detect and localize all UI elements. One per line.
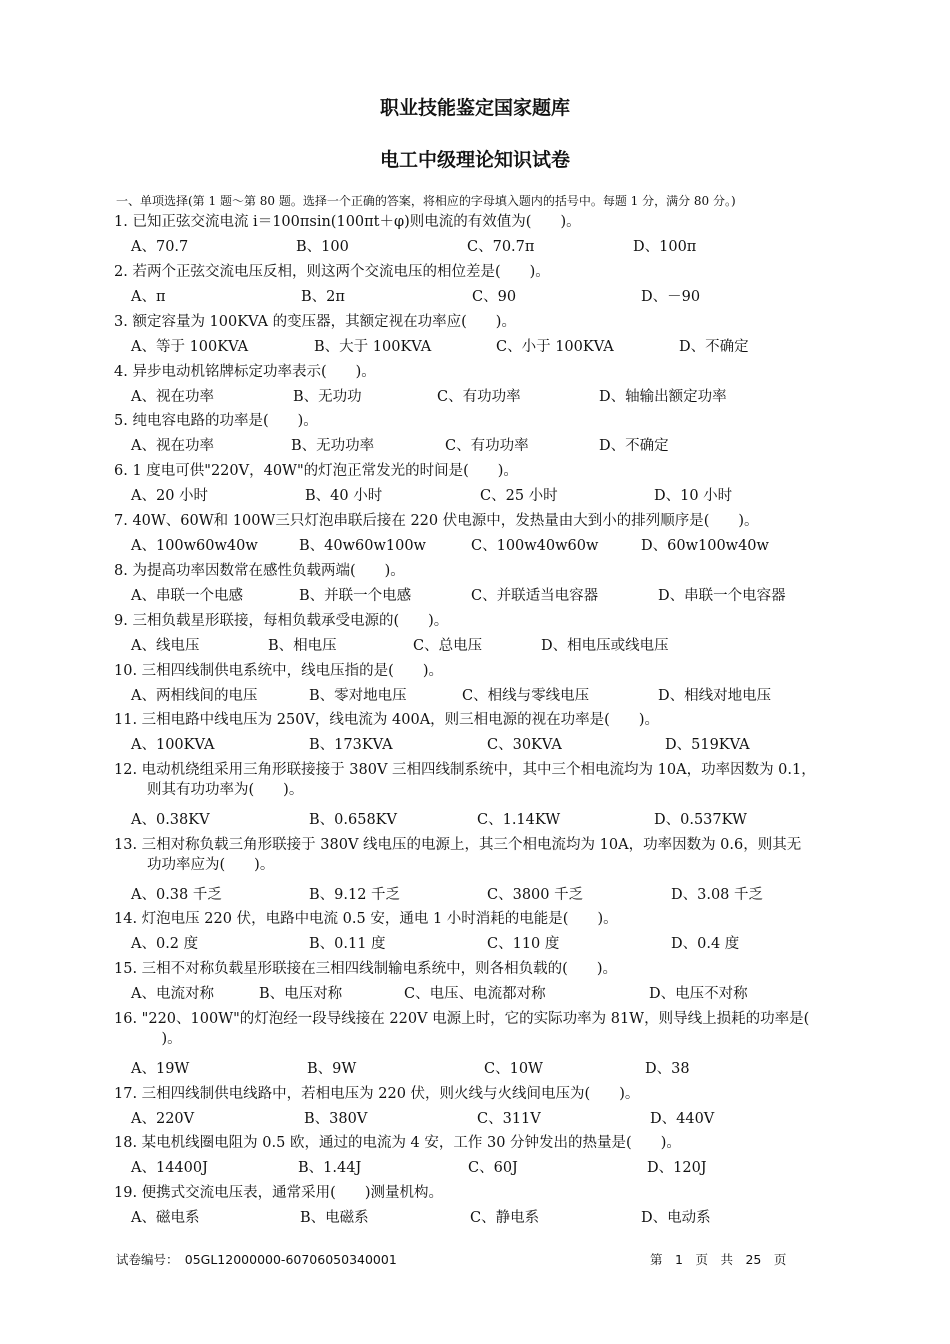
answer-option: C、有功功率 bbox=[437, 389, 521, 405]
answer-option: B、无功功 bbox=[293, 389, 362, 405]
answer-option: B、并联一个电感 bbox=[299, 588, 412, 604]
answer-option: D、519KVA bbox=[665, 737, 750, 753]
answer-option: C、70.7π bbox=[467, 239, 535, 255]
answer-option: B、相电压 bbox=[268, 638, 337, 654]
answer-option: A、70.7 bbox=[131, 239, 189, 255]
answer-option: C、110 度 bbox=[487, 936, 560, 952]
answer-option: C、相线与零线电压 bbox=[462, 688, 590, 704]
answer-option: B、零对地电压 bbox=[309, 688, 407, 704]
answer-option: D、相线对地电压 bbox=[658, 688, 772, 704]
answer-options bbox=[131, 1059, 891, 1079]
answer-option: C、30KVA bbox=[487, 737, 562, 753]
answer-option: C、90 bbox=[472, 289, 517, 305]
answer-option: C、3800 千乏 bbox=[487, 887, 584, 903]
answer-options bbox=[131, 536, 891, 556]
question-stem bbox=[114, 1084, 639, 1104]
answer-option: B、2π bbox=[301, 289, 345, 305]
question-stem bbox=[114, 760, 816, 800]
answer-option: B、9.12 千乏 bbox=[309, 887, 401, 903]
answer-option: D、10 小时 bbox=[654, 488, 733, 504]
question-text: 12. 电动机绕组采用三角形联接接于 380V 三相四线制系统中，其中三个相电流均为 10A，功率因数为 0.1， bbox=[114, 762, 816, 778]
answer-option: B、40w60w100w bbox=[299, 538, 426, 554]
question-stem bbox=[114, 511, 759, 531]
answer-option: A、0.38KV bbox=[131, 812, 210, 828]
question-text: 3. 额定容量为 100KVA 的变压器，其额定视在功率应( )。 bbox=[114, 314, 516, 330]
question-text: 16. "220、100W"的灯泡经一段导线接在 220V 电源上时，它的实际功率为 81W，则导线上损耗的功率是( bbox=[114, 1011, 810, 1027]
answer-option: D、100π bbox=[633, 239, 697, 255]
answer-options bbox=[131, 810, 891, 830]
answer-option: D、电压不对称 bbox=[649, 986, 748, 1002]
answer-option: D、60w100w40w bbox=[641, 538, 769, 554]
answer-options bbox=[131, 885, 891, 905]
answer-option: A、等于 100KVA bbox=[131, 339, 249, 355]
question-stem bbox=[114, 710, 659, 730]
answer-options bbox=[131, 735, 891, 755]
answer-options bbox=[131, 1208, 891, 1228]
question-text: 8. 为提高功率因数常在感性负载两端( )。 bbox=[114, 563, 405, 579]
answer-option: C、有功功率 bbox=[445, 438, 529, 454]
answer-option: A、视在功率 bbox=[131, 389, 214, 405]
question-stem bbox=[114, 262, 550, 282]
question-text: 11. 三相电路中线电压为 250V，线电流为 400A，则三相电源的视在功率是( )。 bbox=[114, 712, 659, 728]
answer-option: A、电流对称 bbox=[131, 986, 214, 1002]
answer-option: A、19W bbox=[131, 1061, 190, 1077]
answer-option: B、100 bbox=[296, 239, 349, 255]
answer-option: C、1.14KW bbox=[477, 812, 561, 828]
answer-option: D、串联一个电容器 bbox=[658, 588, 786, 604]
question-text: 13. 三相对称负载三角形联接于 380V 线电压的电源上，其三个相电流均为 10A，功率因数为 0.6，则其无 bbox=[114, 837, 802, 853]
question-stem bbox=[114, 461, 518, 481]
answer-option: D、38 bbox=[645, 1061, 690, 1077]
answer-option: A、14400J bbox=[131, 1160, 208, 1176]
question-text: 18. 某电机线圈电阻为 0.5 欧，通过的电流为 4 安，工作 30 分钟发出的热量是( )。 bbox=[114, 1135, 681, 1151]
answer-options bbox=[131, 486, 891, 506]
question-text: 1. 已知正弦交流电流 i＝100πsin(100πt＋φ)则电流的有效值为( )。 bbox=[114, 214, 581, 230]
answer-option: B、0.11 度 bbox=[309, 936, 386, 952]
question-stem bbox=[114, 909, 618, 929]
question-stem bbox=[114, 835, 801, 875]
answer-options bbox=[131, 387, 891, 407]
answer-option: D、电动系 bbox=[641, 1210, 711, 1226]
question-stem bbox=[114, 411, 318, 431]
answer-option: A、20 小时 bbox=[131, 488, 209, 504]
answer-option: B、无功功率 bbox=[291, 438, 375, 454]
answer-option: D、440V bbox=[650, 1111, 715, 1127]
answer-option: C、静电系 bbox=[470, 1210, 540, 1226]
answer-options bbox=[131, 1158, 891, 1178]
answer-options bbox=[131, 287, 891, 307]
question-stem bbox=[114, 312, 516, 332]
answer-option: A、视在功率 bbox=[131, 438, 214, 454]
answer-options bbox=[131, 237, 891, 257]
answer-option: A、100w60w40w bbox=[131, 538, 258, 554]
answer-option: A、两相线间的电压 bbox=[131, 688, 258, 704]
question-text-continued: 则其有功功率为( )。 bbox=[147, 782, 304, 798]
question-stem bbox=[114, 362, 376, 382]
question-stem bbox=[114, 561, 405, 581]
question-text: 15. 三相不对称负载星形联接在三相四线制输电系统中，则各相负载的( )。 bbox=[114, 961, 617, 977]
answer-options bbox=[131, 436, 891, 456]
question-stem bbox=[114, 1183, 443, 1203]
answer-option: B、9W bbox=[307, 1061, 357, 1077]
answer-option: D、不确定 bbox=[599, 438, 669, 454]
answer-option: C、电压、电流都对称 bbox=[404, 986, 546, 1002]
answer-options bbox=[131, 984, 891, 1004]
answer-option: C、并联适当电容器 bbox=[471, 588, 599, 604]
question-text: 6. 1 度电可供"220V，40W"的灯泡正常发光的时间是( )。 bbox=[114, 463, 518, 479]
answer-option: A、100KVA bbox=[131, 737, 215, 753]
answer-option: A、0.38 千乏 bbox=[131, 887, 222, 903]
question-stem bbox=[114, 212, 581, 232]
answer-option: B、40 小时 bbox=[305, 488, 383, 504]
question-stem bbox=[114, 959, 617, 979]
answer-option: B、1.44J bbox=[298, 1160, 362, 1176]
answer-options bbox=[131, 586, 891, 606]
answer-option: C、小于 100KVA bbox=[496, 339, 614, 355]
answer-option: C、25 小时 bbox=[480, 488, 558, 504]
answer-options bbox=[131, 337, 891, 357]
answer-option: C、60J bbox=[468, 1160, 518, 1176]
answer-option: A、磁电系 bbox=[131, 1210, 200, 1226]
question-text-continued: )。 bbox=[147, 1031, 182, 1047]
answer-option: A、π bbox=[131, 289, 166, 305]
answer-options bbox=[131, 1109, 891, 1129]
answer-option: D、120J bbox=[647, 1160, 707, 1176]
question-text: 2. 若两个正弦交流电压反相，则这两个交流电压的相位差是( )。 bbox=[114, 264, 550, 280]
answer-option: C、311V bbox=[477, 1111, 541, 1127]
question-text: 17. 三相四线制供电线路中，若相电压为 220 伏，则火线与火线间电压为( )。 bbox=[114, 1086, 640, 1102]
answer-option: C、100w40w60w bbox=[471, 538, 599, 554]
section-instruction: 一、单项选择(第 1 题～第 80 题。选择一个正确的答案，将相应的字母填入题内的括号中。每题 1 分，满分 80 分。) bbox=[116, 194, 736, 208]
answer-option: A、0.2 度 bbox=[131, 936, 199, 952]
answer-options bbox=[131, 934, 891, 954]
exam-bank-title: 职业技能鉴定国家题库 bbox=[379, 97, 570, 119]
answer-options bbox=[131, 636, 891, 656]
answer-option: B、电磁系 bbox=[300, 1210, 369, 1226]
answer-option: D、－90 bbox=[641, 289, 701, 305]
answer-option: B、0.658KV bbox=[309, 812, 397, 828]
answer-option: B、380V bbox=[304, 1111, 368, 1127]
answer-option: A、220V bbox=[131, 1111, 195, 1127]
answer-option: C、总电压 bbox=[413, 638, 483, 654]
answer-option: D、0.4 度 bbox=[671, 936, 740, 952]
paper-code: 试卷编号： 05GL12000000-60706050340001 bbox=[116, 1252, 397, 1267]
question-text: 14. 灯泡电压 220 伏，电路中电流 0.5 安，通电 1 小时消耗的电能是( )。 bbox=[114, 911, 618, 927]
answer-option: C、10W bbox=[484, 1061, 543, 1077]
answer-option: B、173KVA bbox=[309, 737, 393, 753]
question-text-continued: 功功率应为( )。 bbox=[147, 857, 275, 873]
question-text: 5. 纯电容电路的功率是( )。 bbox=[114, 413, 318, 429]
answer-option: D、0.537KW bbox=[654, 812, 747, 828]
answer-option: D、不确定 bbox=[679, 339, 749, 355]
answer-option: A、线电压 bbox=[131, 638, 200, 654]
question-text: 7. 40W、60W和 100W三只灯泡串联后接在 220 伏电源中，发热量由大到小的排列顺序是( )。 bbox=[114, 513, 759, 529]
page-number: 第 1 页 共 25 页 bbox=[650, 1252, 787, 1267]
answer-option: D、轴输出额定功率 bbox=[599, 389, 727, 405]
answer-option: B、电压对称 bbox=[259, 986, 343, 1002]
question-text: 19. 便携式交流电压表，通常采用( )测量机构。 bbox=[114, 1185, 443, 1201]
answer-options bbox=[131, 686, 891, 706]
question-stem bbox=[114, 661, 443, 681]
answer-option: B、大于 100KVA bbox=[314, 339, 432, 355]
answer-option: D、相电压或线电压 bbox=[541, 638, 669, 654]
question-text: 9. 三相负载星形联接，每相负载承受电源的( )。 bbox=[114, 613, 449, 629]
question-stem bbox=[114, 1133, 681, 1153]
question-stem bbox=[114, 1009, 809, 1049]
question-text: 10. 三相四线制供电系统中，线电压指的是( )。 bbox=[114, 663, 443, 679]
answer-option: A、串联一个电感 bbox=[131, 588, 243, 604]
question-stem bbox=[114, 611, 448, 631]
answer-option: D、3.08 千乏 bbox=[671, 887, 764, 903]
exam-paper-title: 电工中级理论知识试卷 bbox=[379, 149, 570, 171]
question-text: 4. 异步电动机铭牌标定功率表示( )。 bbox=[114, 364, 376, 380]
